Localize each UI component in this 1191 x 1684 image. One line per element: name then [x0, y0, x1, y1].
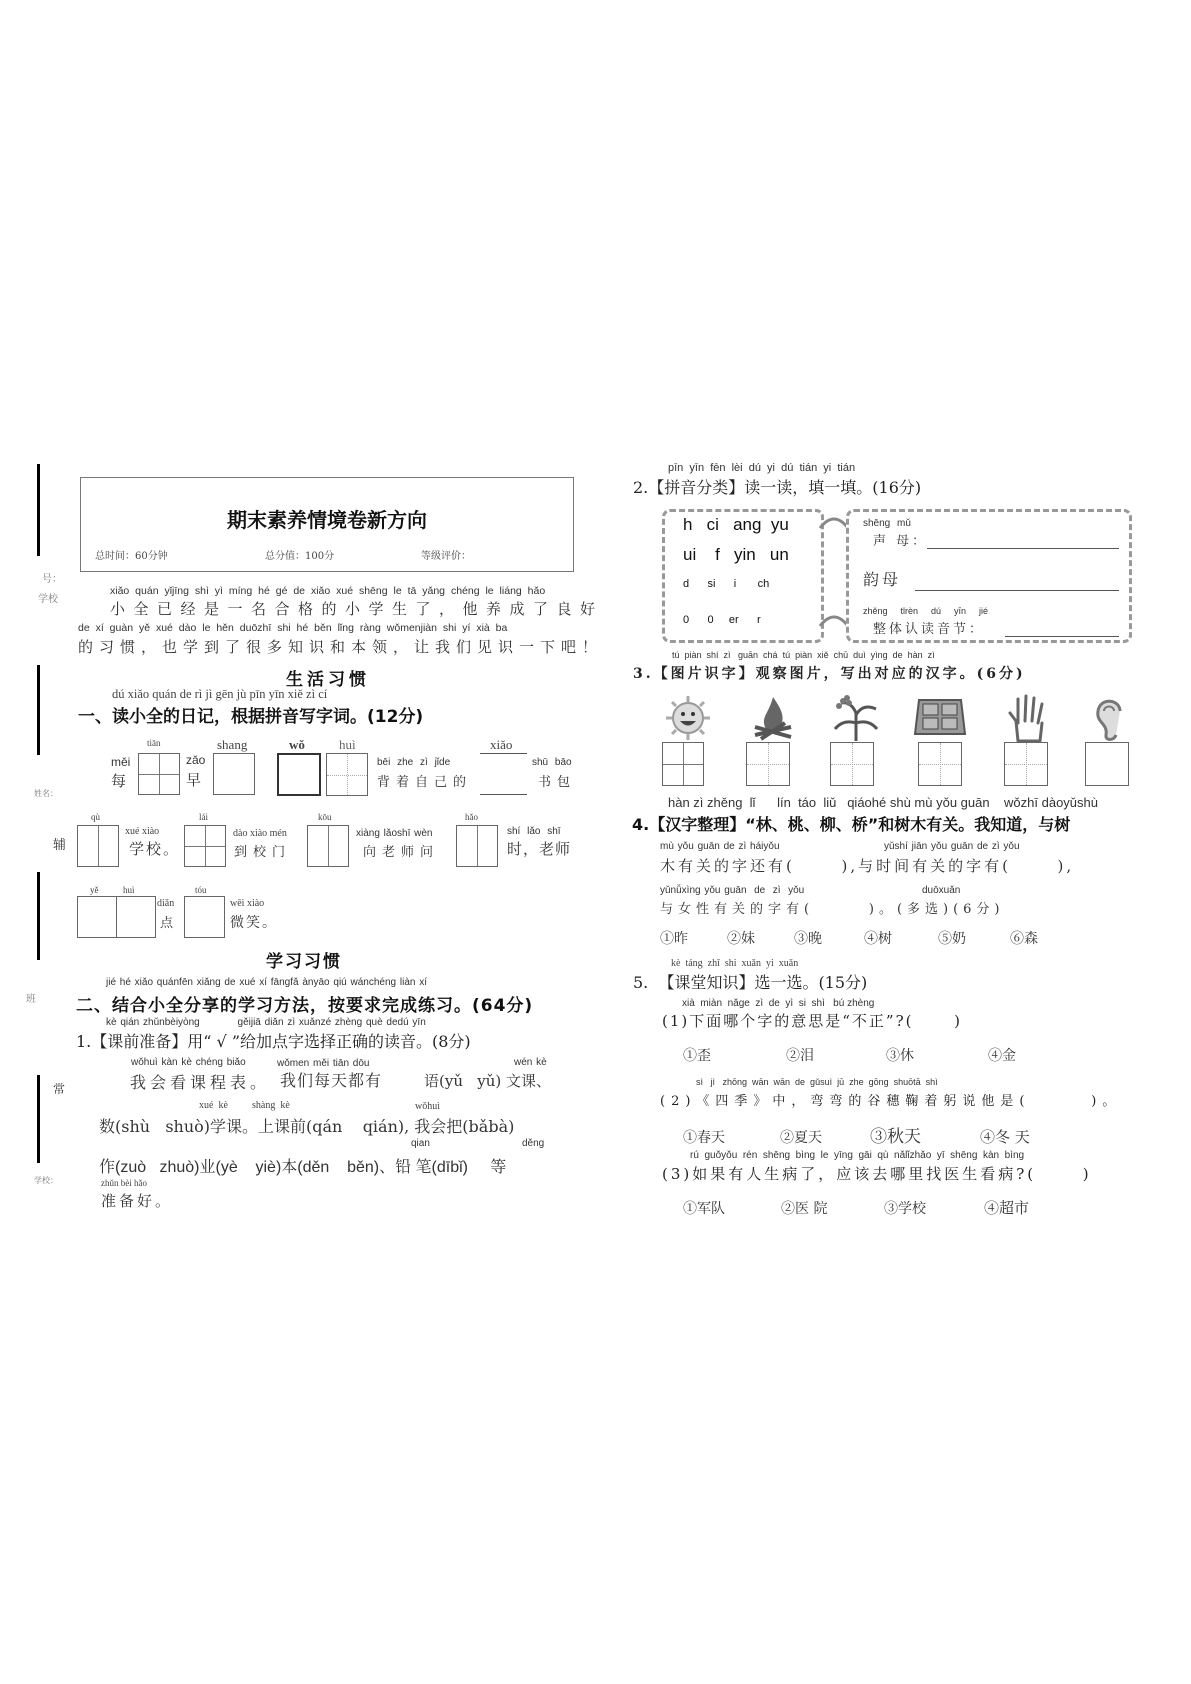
q1-l1-text-a: 我会看课程表。	[130, 1073, 271, 1092]
answer-box-qu[interactable]	[77, 825, 119, 867]
intro-pinyin-1: xiǎo quán yǐjīng shì yì míng hé gé de xiǎo xué shēng le tā yǎng chéng le liáng hǎo	[110, 585, 546, 597]
time-label: 总时间：60分钟	[95, 551, 168, 562]
section2-title-pinyin: jié hé xiǎo quánfēn xiǎng de xué xí fāngfǎ ànyāo qiú wánchéng liàn xí	[106, 977, 427, 988]
option-3[interactable]: ③晚	[794, 931, 822, 947]
shengmu-label: 声 母：	[873, 534, 929, 549]
answer-box-kou[interactable]	[307, 825, 349, 867]
hand-picture	[1000, 690, 1056, 746]
fire-picture	[745, 690, 801, 746]
pinyin-daoxiaomen: dào xiào mén	[233, 828, 287, 839]
q1-l2-pinyin-b: shàng kè	[252, 1100, 290, 1111]
margin-label: 姓名：	[34, 789, 58, 798]
q5-sub1[interactable]: (1)下面哪个字的意思是“不正”?( )	[662, 1012, 962, 1030]
binding-line	[37, 872, 40, 960]
q4-l1-pinyin-a: mù yǒu guān de zì háiyǒu	[660, 841, 780, 852]
answer-box-rice[interactable]	[830, 742, 874, 786]
q5-title: 5. 【课堂知识】选一选。(15分)	[633, 973, 868, 992]
pinyin-mei: měi	[111, 755, 131, 769]
answer-box-field[interactable]	[918, 742, 962, 786]
option-6[interactable]: ⑥森	[1010, 931, 1038, 947]
pinyin-qu: qù	[91, 812, 100, 822]
shengmu-answer-line[interactable]	[927, 548, 1119, 549]
q5-sub2-options	[683, 1122, 1030, 1147]
q5-sub2-pinyin: sì jì zhōng wān wān de gǔsuì jū zhe gōng shuōtā shì	[696, 1077, 938, 1087]
margin-label: 学校：	[34, 1176, 58, 1185]
q1-l2-pinyin-a: xué kè	[199, 1100, 228, 1111]
shengmu-pinyin: shēng mǔ	[863, 518, 911, 529]
pinyin-row: 0 0 er r	[683, 614, 761, 626]
sun-picture	[660, 690, 716, 746]
answer-line-xiao-top	[480, 753, 527, 754]
binding-line	[37, 464, 40, 556]
answer-box-hao[interactable]	[456, 825, 498, 867]
q1-l4-text: 准备好。	[101, 1192, 174, 1210]
ear-picture	[1082, 690, 1138, 746]
q4-l2-pinyin-a: yǔnǚxìng yǒu guān de zì yǒu	[660, 885, 805, 896]
pinyin-weixiao: wēi xiào	[230, 898, 265, 909]
q4-pinyin: hàn zì zhěng lǐ lín táo liǔ qiáohé shù mù yǒu guān wǒzhī dàoyǔshù	[668, 795, 1098, 810]
pinyin-row: h ci ang yu	[683, 515, 789, 534]
pinyin-hui: huì	[339, 737, 356, 752]
q1-l1-text-c[interactable]: 语(yǔ yǔ) 文课、	[424, 1072, 552, 1090]
option-1[interactable]: ①昨	[660, 931, 688, 947]
pinyin-lai: lái	[199, 812, 208, 822]
margin-label: 辅	[53, 838, 67, 853]
yunmu-label: 韵母	[863, 570, 902, 589]
pinyin-tian: tiān	[147, 738, 161, 748]
q1-l3-pinyin-a: qian	[411, 1138, 430, 1149]
binding-line	[37, 1075, 40, 1163]
q1-l2-text[interactable]: 数(shù shuò)学课。上课前(qán qián), 我会把(bǎbà)	[99, 1117, 515, 1136]
option-5[interactable]: ⑤奶	[938, 931, 966, 947]
option-4[interactable]: ④超市	[984, 1199, 1030, 1217]
option-3[interactable]: ③休	[886, 1048, 914, 1064]
option-3[interactable]: ③秋天	[870, 1127, 921, 1147]
margin-label: 学校	[38, 594, 58, 605]
char-dian: 点	[160, 916, 180, 931]
answer-box-hui2[interactable]	[116, 896, 156, 938]
zhengti-label: 整体认读音节：	[873, 622, 986, 637]
intro-pinyin-2: de xí guàn yě xué dào le hěn duōzhī shi hé běn lǐng ràng wǒmenjiàn shi yí xià ba	[78, 622, 508, 634]
margin-label: 常	[53, 1082, 66, 1096]
q1-title: 1.【课前准备】用“ √ ”给加点字选择正确的读音。(8分)	[76, 1032, 471, 1051]
q3-title: 3.【图片识字】观察图片，写出对应的汉字。(6分)	[633, 666, 1026, 682]
q4-options	[660, 928, 1038, 948]
q1-l2-pinyin-c: wǒhuì	[415, 1101, 440, 1112]
pinyin-shilaoshi: shí lǎo shī	[507, 826, 561, 837]
section1-title-pinyin: dú xiǎo quán de rì jì gēn jù pīn yīn xiě zì cí	[112, 687, 328, 701]
pinyin-dian: diǎn	[157, 898, 175, 909]
option-3[interactable]: ③学校	[884, 1201, 926, 1217]
answer-box-tian[interactable]	[138, 753, 180, 795]
pinyin-ye: yě	[90, 885, 99, 895]
q5-sub3-options	[683, 1197, 1029, 1218]
answer-box-sun[interactable]	[662, 742, 704, 786]
field-picture	[912, 690, 968, 746]
q5-sub2[interactable]: (2)《四季》中，弯弯的谷穗鞠着躬说他是( )。	[660, 1094, 1122, 1109]
q4-l2-text[interactable]: 与女性有关的字有( )。(多选)(6分)	[660, 902, 1005, 917]
zhengti-answer-line[interactable]	[1005, 636, 1119, 637]
q5-pinyin: kè táng zhī shi xuǎn yi xuǎn	[671, 958, 799, 969]
pinyin-hao: hǎo	[465, 812, 478, 822]
text-xianglaoshi: 向老师问	[363, 845, 440, 860]
text-xuexiao: 学校。	[129, 840, 181, 858]
section-heading-life: 生活习惯	[286, 670, 370, 690]
pinyin-zao: zǎo	[186, 753, 206, 767]
pinyin-beizhe: bēi zhe zì jǐde	[377, 757, 451, 768]
intro-text-2: 的习惯，也学到了很多知识和本领，让我们见识一下吧！	[78, 638, 604, 656]
q1-l1-pinyin-b: wǒmen měi tiān dōu	[277, 1058, 370, 1069]
pinyin-shang: shang	[217, 737, 248, 752]
pinyin-hui2: huì	[123, 885, 135, 895]
q1-l1-pinyin-c: wén kè	[514, 1057, 547, 1068]
answer-box-ye[interactable]	[77, 896, 117, 938]
text-daoxiaomen: 到校门	[234, 845, 292, 860]
option-1[interactable]: ①军队	[683, 1201, 725, 1217]
q4-title: 4.【汉字整理】“林、桃、柳、桥”和树木有关。我知道，与树	[632, 815, 1071, 834]
pinyin-xuexiao: xué xiào	[125, 826, 160, 837]
pinyin-source-card	[662, 509, 824, 643]
pinyin-xiao: xiǎo	[490, 737, 513, 752]
answer-box-hand[interactable]	[1004, 742, 1048, 786]
q2-title: 2.【拼音分类】读一读，填一填。(16分)	[633, 478, 922, 497]
binding-line	[37, 665, 40, 755]
q1-pinyin: kè qián zhǔnbèiyòng gěijiā diǎn zì xuǎnzé zhèng què dedú yīn	[106, 1017, 426, 1028]
q5-sub3-pinyin: rú guǒyǒu rén shēng bìng le yīng gāi qù nǎlǐzhǎo yī shēng kàn bìng	[690, 1150, 1025, 1161]
answer-box-lai[interactable]	[184, 825, 226, 867]
pinyin-tou: tóu	[195, 885, 207, 895]
option-4[interactable]: ④树	[864, 931, 892, 947]
answer-box-hui[interactable]	[326, 753, 368, 796]
margin-label: 号：	[42, 574, 62, 585]
q2-pinyin: pīn yīn fēn lèi dú yi dú tián yi tián	[668, 462, 856, 474]
q5-sub1-options	[683, 1045, 1016, 1065]
q1-l3-pinyin-b: děng	[522, 1138, 545, 1149]
text-shilaoshi: 时，老师	[507, 840, 572, 858]
intro-text-1: 小全已经是一名合格的小学生了，他养成了良好	[110, 600, 604, 618]
answer-line-xiao[interactable]	[480, 794, 527, 795]
option-2[interactable]: ②医 院	[781, 1201, 828, 1217]
grade-label: 等级评价：	[421, 551, 471, 562]
section2-title: 二、结合小全分享的学习方法，按要求完成练习。(64分)	[76, 996, 534, 1016]
exam-title: 期末素养情境卷新方向	[227, 508, 427, 532]
section1-title: 一、读小全的日记，根据拼音写字词。(12分)	[78, 707, 424, 727]
option-4[interactable]: ④冬 天	[980, 1128, 1030, 1146]
q1-l1-pinyin-a: wǒhuì kàn kè chéng biǎo	[131, 1057, 246, 1068]
q5-sub1-pinyin: xià miàn nǎge zì de yì si shì bú zhèng	[682, 998, 875, 1009]
pinyin-xianglaoshi: xiàng lǎoshī wèn	[356, 828, 433, 839]
q1-l4-pinyin: zhǔn bèi hǎo	[101, 1178, 147, 1188]
pinyin-row: ui f yin un	[683, 545, 789, 564]
pinyin-category-card	[846, 509, 1132, 643]
char-zao: 早	[186, 771, 208, 789]
option-2[interactable]: ②夏天	[780, 1130, 822, 1146]
q3-pinyin: tú piàn shí zì guān chá tú piàn xiě chū duì yìng de hàn zì	[672, 650, 935, 660]
answer-box-tou[interactable]	[184, 896, 225, 938]
q1-l1-text-b: 我们每天都有	[280, 1071, 383, 1090]
pinyin-row: d si i ch	[683, 578, 770, 590]
text-beizhe: 背着自己的	[377, 775, 473, 790]
option-2[interactable]: ②泪	[786, 1048, 814, 1064]
pinyin-kou: kōu	[318, 812, 332, 822]
option-4[interactable]: ④金	[988, 1048, 1016, 1064]
answer-box-fire[interactable]	[746, 742, 790, 786]
rice-plant-picture	[828, 690, 884, 746]
answer-box-shang[interactable]	[213, 753, 255, 795]
q4-l2-pinyin-b: duōxuǎn	[922, 885, 961, 896]
q1-l3-text[interactable]: 作(zuò zhuò)业(yè yiè)本(děn běn)、铅 笔(dībǐ) 等	[99, 1159, 507, 1176]
score-label: 总分值：100分	[265, 551, 335, 562]
char-mei: 每	[111, 772, 133, 790]
answer-box-ear[interactable]	[1085, 742, 1129, 786]
option-1[interactable]: ①歪	[683, 1048, 711, 1064]
section-heading-study: 学习习惯	[266, 952, 342, 972]
answer-box-wo[interactable]	[277, 753, 321, 796]
margin-label: 班	[26, 994, 36, 1005]
option-2[interactable]: ②妹	[727, 931, 755, 947]
pinyin-wo: wǒ	[289, 737, 305, 752]
q4-l1-pinyin-b: yǔshí jiān yǒu guān de zì yǒu	[884, 841, 1020, 852]
q4-l1-text[interactable]: 木有关的字还有( ),与时间有关的字有( ),	[660, 857, 1075, 875]
q5-sub3[interactable]: (3)如果有人生病了，应该去哪里找医生看病?( )	[662, 1165, 1092, 1183]
text-weixiao: 微笑。	[230, 915, 278, 931]
zhengti-pinyin: zhěng tǐrèn dú yīn jié	[863, 606, 989, 616]
yunmu-answer-line[interactable]	[915, 590, 1119, 591]
pinyin-shubao: shū bāo	[532, 757, 572, 768]
exam-header	[80, 477, 574, 572]
text-shubao: 书包	[538, 775, 577, 790]
option-1[interactable]: ①春天	[683, 1130, 725, 1146]
